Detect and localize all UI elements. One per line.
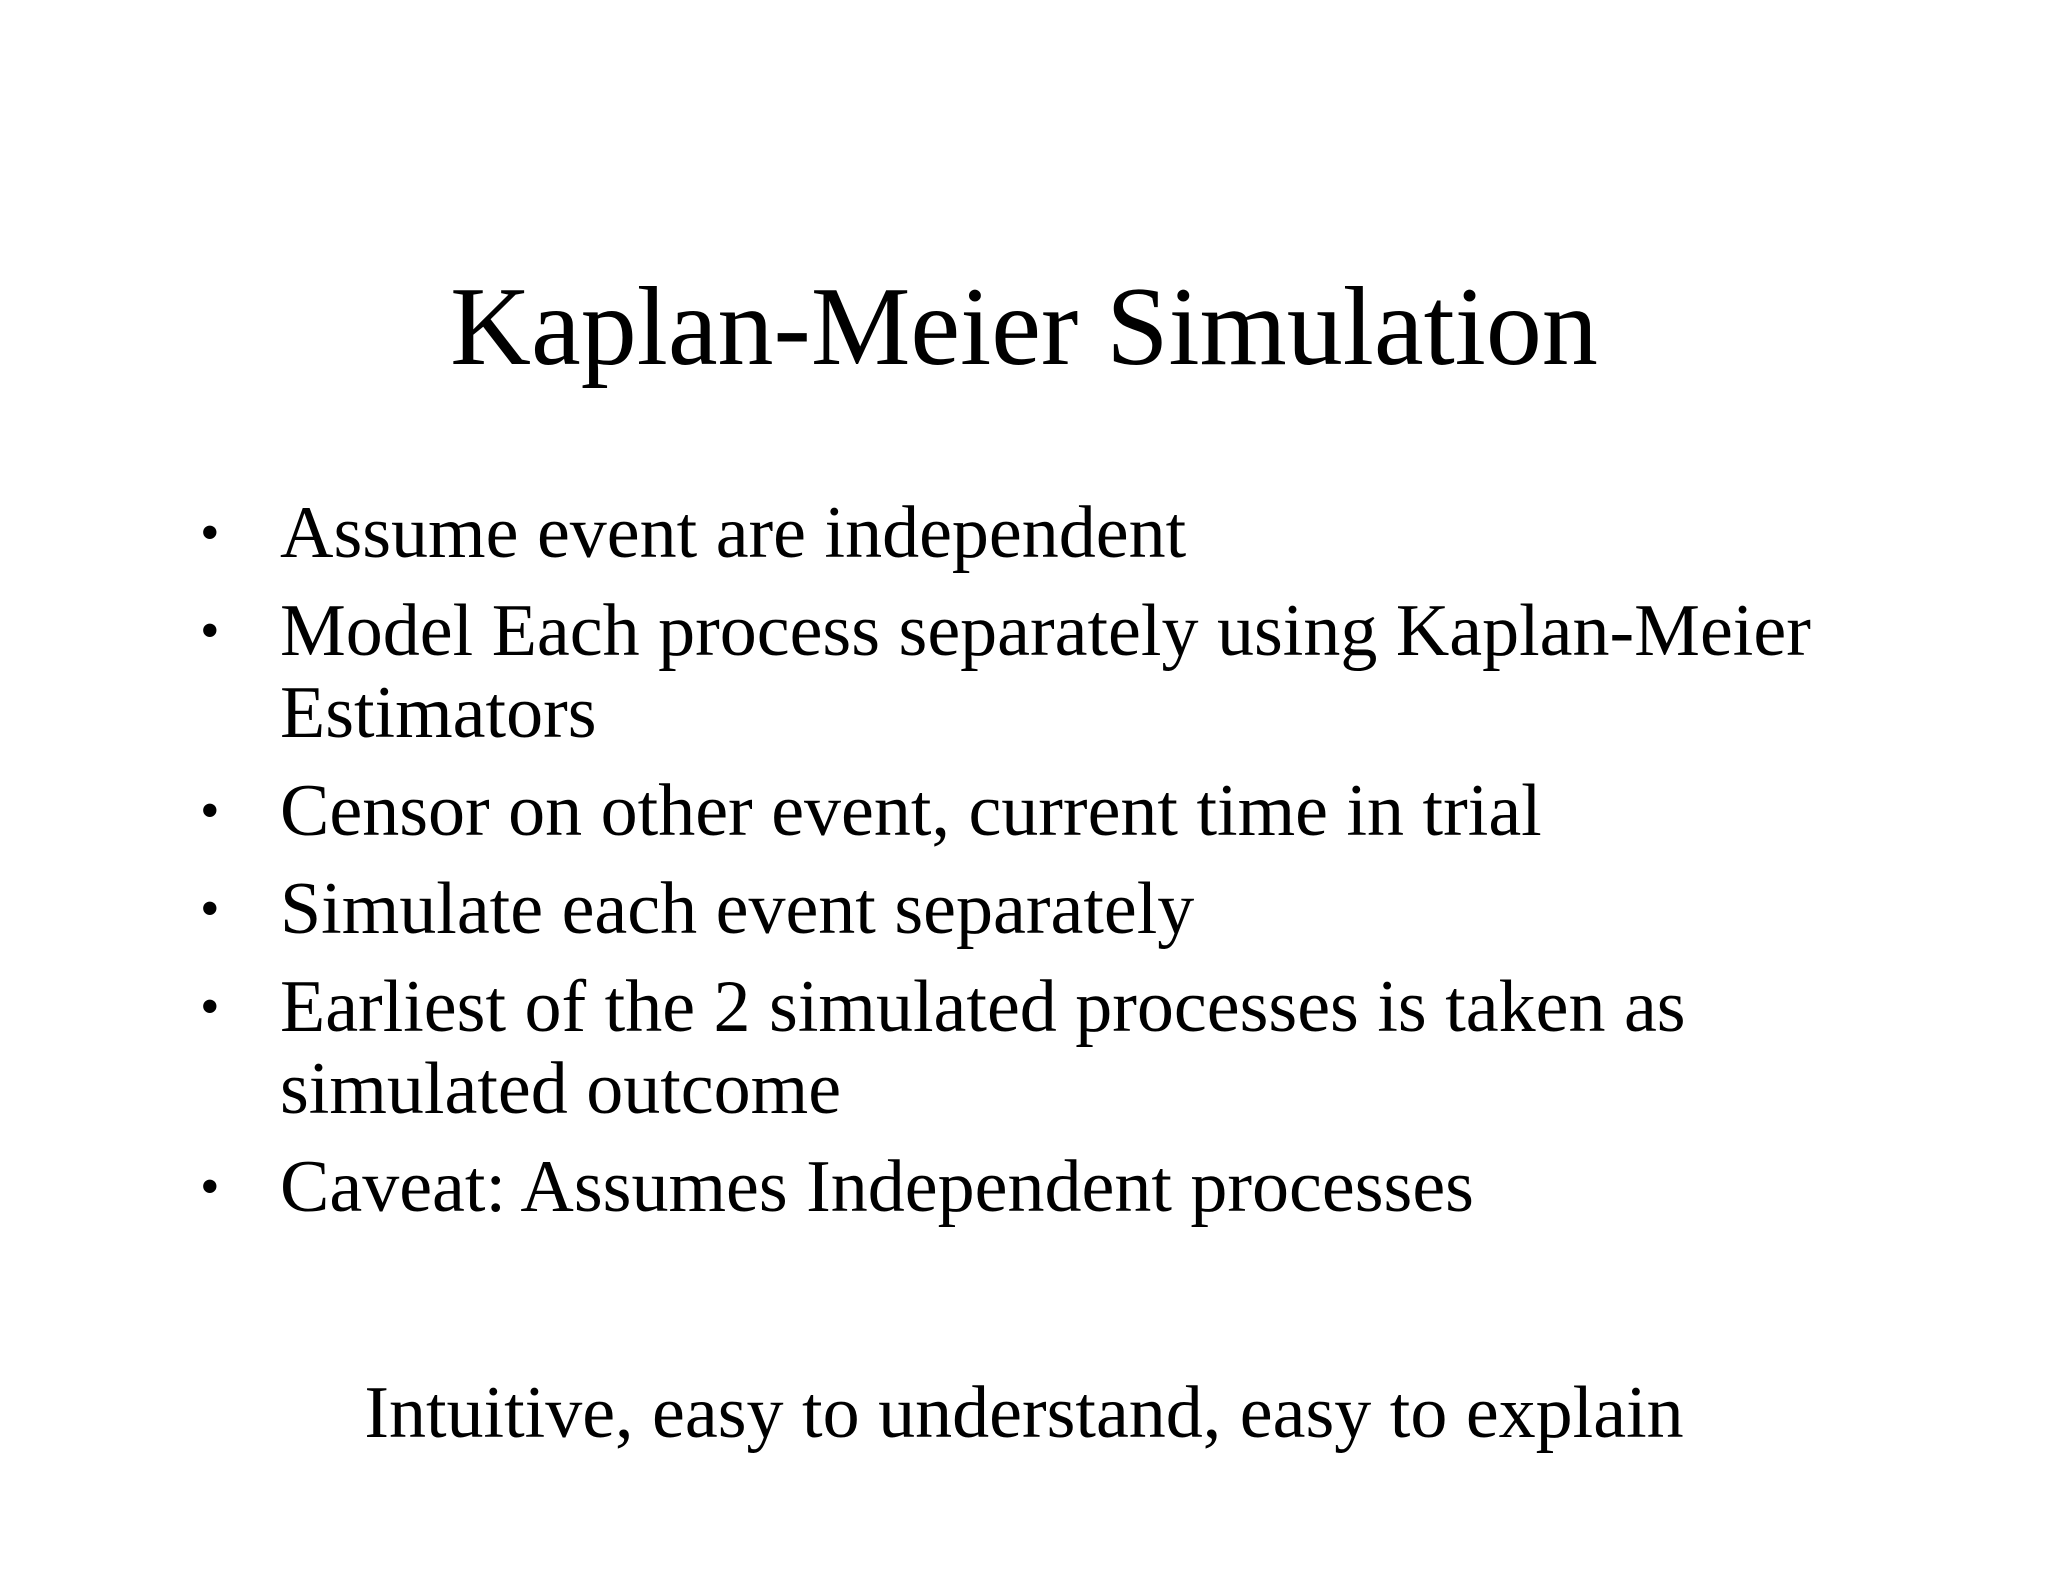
bullet-icon: • — [200, 878, 220, 940]
list-item — [200, 492, 1820, 574]
bullet-icon: • — [200, 780, 220, 842]
bullet-text: Earliest of the 2 simulated processes is taken as simulated outcome — [280, 966, 1686, 1130]
list-item — [200, 770, 1820, 852]
bullet-icon: • — [200, 976, 220, 1038]
list-item — [200, 1146, 1820, 1228]
slide-title: Kaplan-Meier Simulation — [450, 265, 1598, 389]
list-item — [200, 868, 1820, 950]
bullet-text: Caveat: Assumes Independent processes — [280, 1146, 1474, 1228]
bullet-icon: • — [200, 502, 220, 564]
list-item — [200, 590, 1820, 754]
bullet-icon: • — [200, 600, 220, 662]
bullet-text: Censor on other event, current time in trial — [280, 770, 1542, 852]
bullet-text: Model Each process separately using Kaplan-Meier Estimators — [280, 590, 1811, 754]
bullet-list — [200, 492, 1820, 1244]
list-item — [200, 966, 1820, 1130]
bullet-icon: • — [200, 1156, 220, 1218]
bullet-text: Simulate each event separately — [280, 868, 1195, 950]
bullet-text: Assume event are independent — [280, 492, 1187, 574]
summary-note: Intuitive, easy to understand, easy to explain — [364, 1372, 1684, 1454]
